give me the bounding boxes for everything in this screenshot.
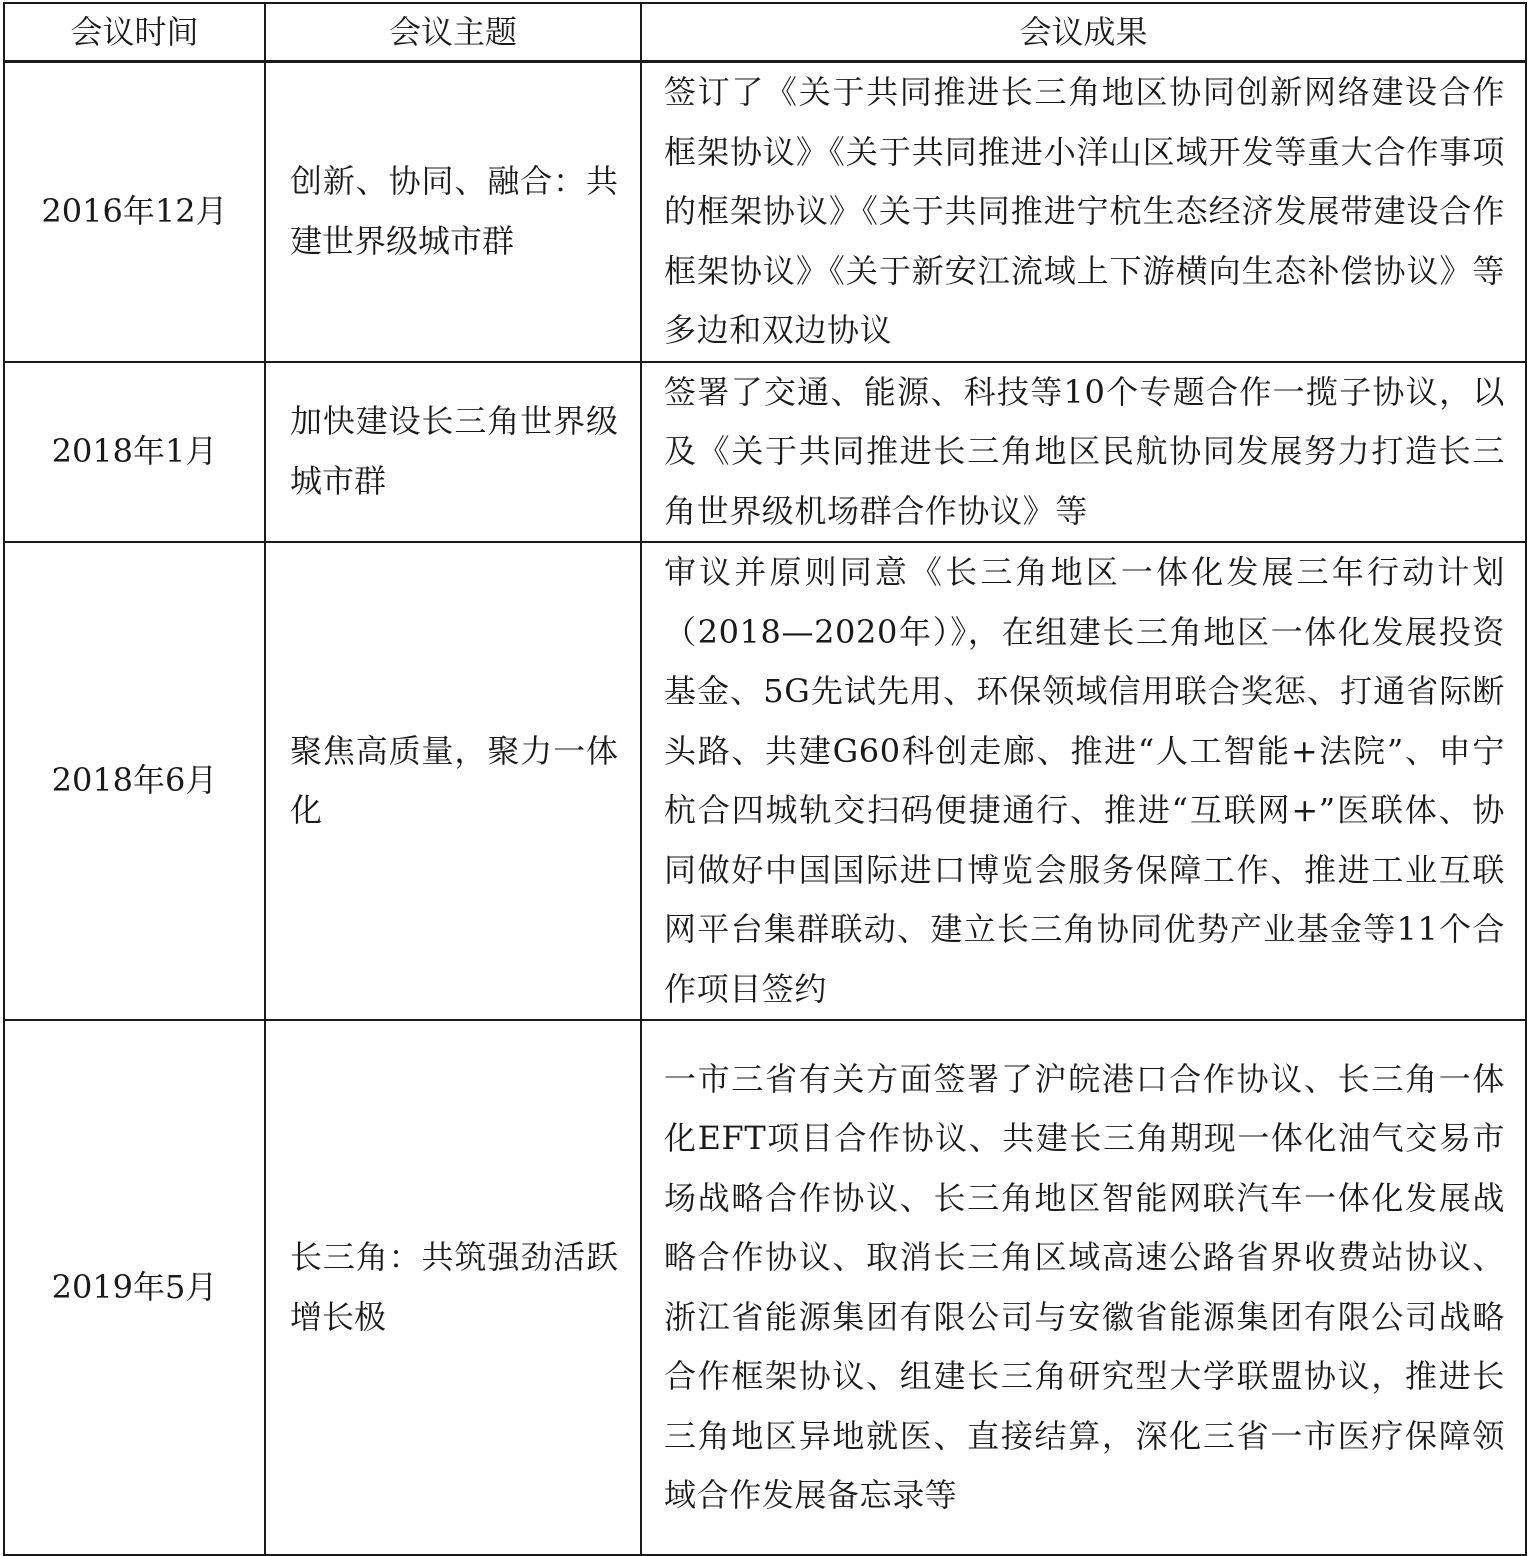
meeting-theme: 聚焦高质量，聚力一体化 <box>265 542 641 1020</box>
header-meeting-theme: 会议主题 <box>265 3 641 62</box>
meeting-date: 2018年1月 <box>4 362 265 543</box>
table-row <box>4 62 1526 362</box>
header-row <box>4 3 1526 62</box>
meeting-theme: 创新、协同、融合：共建世界级城市群 <box>265 62 641 362</box>
table-row <box>4 1020 1526 1555</box>
meeting-result: 审议并原则同意《长三角地区一体化发展三年行动计划（2018—2020年）》，在组建长三角地区一体化发展投资基金、5G先试先用、环保领域信用联合奖惩、打通省际断头路、共建G60科创走廊、推进“人工智能+法院”、申宁杭合四城轨交扫码便捷通行、推进“互联网+”医联体、协同做好中国国际进口博览会服务保障工作、推进工业互联网平台集群联动、建立长三角协同优势产业基金等11个合作项目签约 <box>641 542 1526 1020</box>
header-meeting-time: 会议时间 <box>4 3 265 62</box>
header-meeting-result: 会议成果 <box>641 3 1526 62</box>
meeting-result: 一市三省有关方面签署了沪皖港口合作协议、长三角一体化EFT项目合作协议、共建长三角期现一体化油气交易市场战略合作协议、长三角地区智能网联汽车一体化发展战略合作协议、取消长三角区域高速公路省界收费站协议、浙江省能源集团有限公司与安徽省能源集团有限公司战略合作框架协议、组建长三角研究型大学联盟协议，推进长三角地区异地就医、直接结算，深化三省一市医疗保障领域合作发展备忘录等 <box>641 1020 1526 1555</box>
meeting-date: 2018年6月 <box>4 542 265 1020</box>
meeting-theme: 长三角：共筑强劲活跃增长极 <box>265 1020 641 1555</box>
meeting-date: 2019年5月 <box>4 1020 265 1555</box>
meeting-date: 2016年12月 <box>4 62 265 362</box>
meeting-table <box>3 2 1527 1556</box>
table-body <box>4 62 1526 1556</box>
meeting-result: 签署了交通、能源、科技等10个专题合作一揽子协议，以及《关于共同推进长三角地区民航协同发展努力打造长三角世界级机场群合作协议》等 <box>641 362 1526 543</box>
table-row <box>4 362 1526 543</box>
meeting-theme: 加快建设长三角世界级城市群 <box>265 362 641 543</box>
meeting-table-container <box>3 2 1525 1556</box>
table-header <box>4 3 1526 62</box>
meeting-result: 签订了《关于共同推进长三角地区协同创新网络建设合作框架协议》《关于共同推进小洋山区域开发等重大合作事项的框架协议》《关于共同推进宁杭生态经济发展带建设合作框架协议》《关于新安江流域上下游横向生态补偿协议》等多边和双边协议 <box>641 62 1526 362</box>
table-row <box>4 542 1526 1020</box>
